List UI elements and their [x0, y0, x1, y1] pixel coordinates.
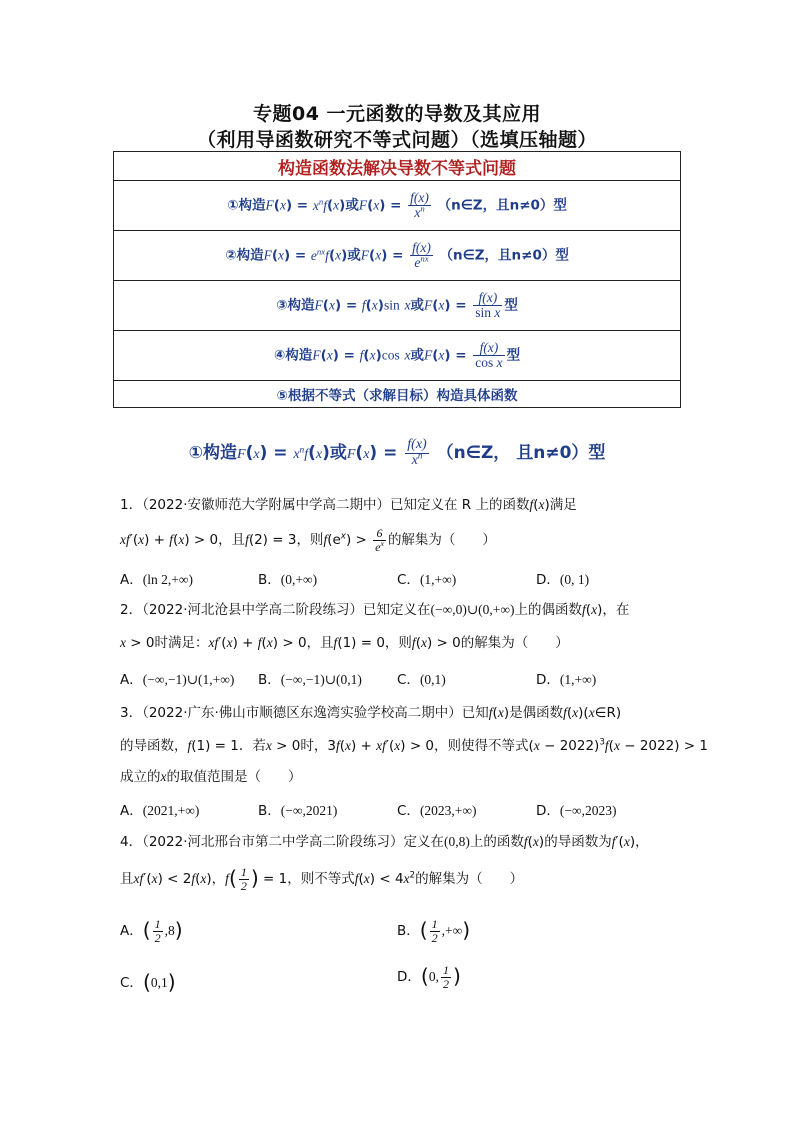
question-2-option-b[interactable]: B．(−∞,−1)∪(0,1) [258, 672, 362, 688]
summary-row-3: ③构造F(x) = f(x)sin x或F(x) = $\frac{f(x)}{\text{sin x}}$ 型 [114, 281, 681, 331]
section-heading-1: ①构造$F(x) = x^nf(x)$或F(x) = $\frac{f(x)}{x^n}$ （n∈Z， 且n≠0）型 [188, 437, 606, 468]
page-title-line2: （利用导函数研究不等式问题）（选填压轴题） [196, 129, 597, 151]
question-4-option-d[interactable]: D．(0, $\frac{1}{2}$ ) [397, 963, 461, 991]
question-4-line2: 且xf′(x) < 2f(x)，f( $\frac{1}{2}$ ) = 1，则不等式$f(x) < 4x^2$的解集为（ ） [120, 865, 524, 893]
page-title-line1: 专题04 一元函数的导数及其应用 [252, 103, 542, 125]
question-4-option-a[interactable]: A．( $\frac{1}{2}$ ,8) [120, 917, 183, 945]
question-3-option-a[interactable]: A．(2021,+∞) [120, 803, 200, 819]
summary-row-4: ④构造F(x) = f(x)cos x或F(x) = $\frac{f(x)}{\text{cos x}}$ 型 [114, 331, 681, 381]
question-1-option-c[interactable]: C．(1,+∞) [397, 572, 457, 588]
question-3-option-c[interactable]: C．(2023,+∞) [397, 803, 477, 819]
question-1-option-a[interactable]: A．(ln 2,+∞) [120, 572, 193, 588]
summary-table [113, 151, 681, 408]
question-2-option-c[interactable]: C．(0,1) [397, 672, 446, 688]
question-3-line3: 成立的x的取值范围是（ ） [120, 769, 302, 785]
question-1-line2: xf′(x) + f(x) > 0，且f(2) = 3，则$f(e^x)$ > $\frac{6}{e^x}$ 的解集为（ ） [120, 526, 496, 554]
question-2-line2: x > 0时满足：xf′(x) + f(x) > 0，且f(1) = 0，则f(x) > 0的解集为（ ） [120, 635, 569, 651]
question-1-option-b[interactable]: B．(0,+∞) [258, 572, 318, 588]
question-3-option-d[interactable]: D．(−∞,2023) [536, 803, 617, 819]
question-4-option-c[interactable]: C．(0,1) [120, 970, 176, 994]
question-2-option-a[interactable]: A．(−∞,−1)∪(1,+∞) [120, 672, 235, 688]
question-2-line1: 2．（2022·河北沧县中学高二阶段练习）已知定义在(−∞,0)∪(0,+∞)上的偶函数f(x)，在 [120, 602, 630, 618]
question-3-line1: 3．（2022·广东·佛山市顺德区东逸湾实验学校高二期中）已知f(x)是偶函数f(x)(x∈R) [120, 705, 622, 721]
question-1-option-d[interactable]: D．(0, 1) [536, 572, 590, 588]
question-4-option-b[interactable]: B．( $\frac{1}{2}$ ,+∞) [397, 917, 471, 945]
summary-row-2: ②构造$F(x) = e^{nx}f(x)$或F(x) = $\frac{f(x)}{e^{nx}}$ （n∈Z，且n≠0）型 [114, 231, 681, 281]
question-3-line2: 的导函数，f(1) = 1．若x > 0时，3f(x) + xf′(x) > 0，则使得不等式$(x - 2022)^3f(x - 2022) > 1$ [120, 737, 708, 754]
summary-row-5: ⑤根据不等式（求解目标）构造具体函数 [114, 381, 681, 408]
question-4-line1: 4．（2022·河北邢台市第二中学高二阶段练习）定义在(0,8)上的函数f(x)的导函数为f′(x)， [120, 834, 649, 850]
question-1-line1: 1．（2022·安徽师范大学附属中学高二期中）已知定义在 R 上的函数f(x)满足 [120, 497, 577, 513]
question-2-option-d[interactable]: D．(1,+∞) [536, 672, 597, 688]
summary-heading: 构造函数法解决导数不等式问题 [114, 152, 681, 181]
summary-row-1: ①构造$F(x) = x^nf(x)$或F(x) = $\frac{f(x)}{x^n}$ （n∈Z，且n≠0）型 [114, 181, 681, 231]
question-3-option-b[interactable]: B．(−∞,2021) [258, 803, 338, 819]
